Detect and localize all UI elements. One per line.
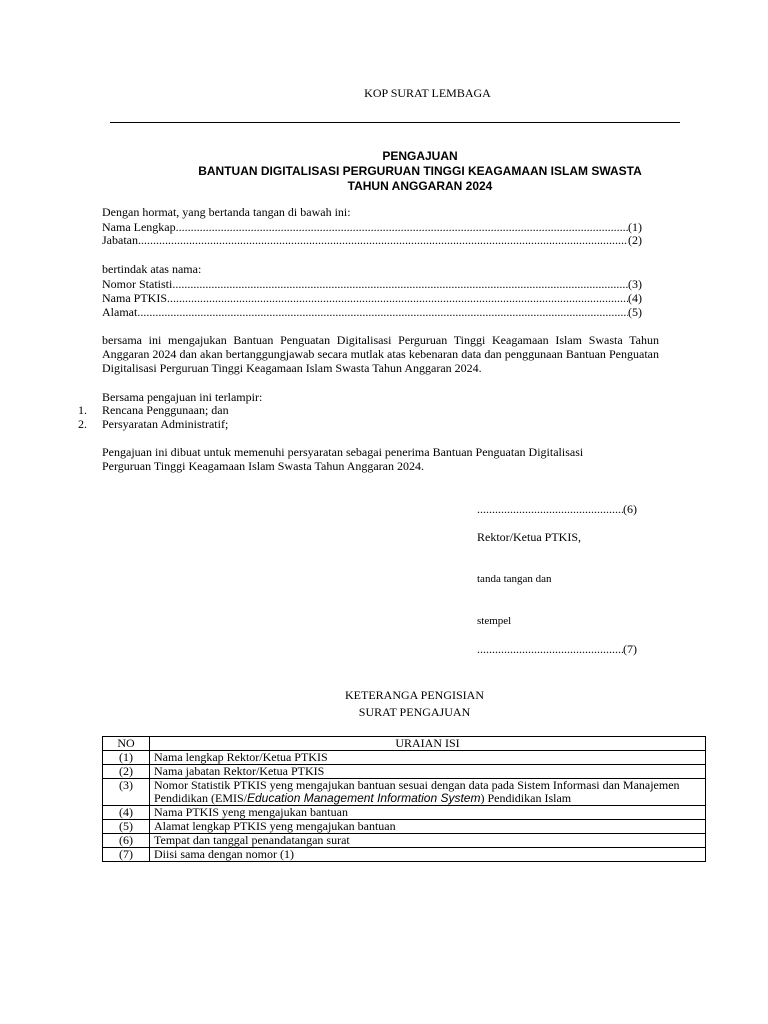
- title-line-3: TAHUN ANGGARAN 2024: [347, 179, 493, 193]
- field-number: (2): [628, 233, 642, 247]
- dot-leader: [477, 642, 623, 656]
- row-number: (6): [103, 834, 150, 848]
- signer-role: Rektor/Ketua PTKIS,: [477, 530, 581, 544]
- dot-leader: [176, 220, 628, 234]
- field-alamat[interactable]: [102, 305, 642, 319]
- column-header-description: URAIAN ISI: [150, 737, 706, 751]
- table-row: [103, 751, 706, 765]
- intro-text: Dengan hormat, yang bertanda tangan di bawah ini:: [102, 205, 351, 219]
- table-row: [103, 848, 706, 862]
- row-description: Nama lengkap Rektor/Ketua PTKIS: [150, 751, 706, 765]
- place-date-field[interactable]: [477, 502, 637, 516]
- row-text-part: ) Pendidikan Islam: [480, 791, 572, 805]
- acting-as-text: bertindak atas nama:: [102, 262, 202, 276]
- title-line-2: BANTUAN DIGITALISASI PERGURUAN TINGGI KEAGAMAAN ISLAM SWASTA: [198, 164, 642, 178]
- field-label: Nama PTKIS: [102, 291, 167, 305]
- body-paragraph: bersama ini mengajukan Bantuan Penguatan Digitalisasi Perguruan Tinggi Keagamaan Islam Swasta Tahun Anggaran 2024 dan akan bertanggungjawab secara mutlak atas kebenaran data dan penggunaan Bantuan Penguatan Digitalisasi Perguruan Tinggi Keagamaan Islam Swasta Tahun Anggaran 2024.: [102, 333, 659, 375]
- row-number: (1): [103, 751, 150, 765]
- attachment-item: Rencana Penggunaan; dan: [102, 403, 229, 417]
- row-number: (7): [103, 848, 150, 862]
- field-jabatan[interactable]: [102, 233, 642, 247]
- row-number: (4): [103, 806, 150, 820]
- attachment-number: 1.: [78, 403, 87, 417]
- notes-title-line-2: SURAT PENGAJUAN: [358, 705, 471, 719]
- field-nama-ptkis[interactable]: [102, 291, 642, 305]
- letterhead: KOP SURAT LEMBAGA: [364, 86, 491, 100]
- attachment-number: 2.: [78, 417, 87, 431]
- table-row: [103, 765, 706, 779]
- field-label: Nomor Statisti: [102, 277, 173, 291]
- stamp-note: stempel: [477, 615, 512, 627]
- dot-leader: [477, 502, 623, 516]
- row-text-italic: Education Management Information System: [247, 791, 481, 805]
- field-nama-lengkap[interactable]: [102, 220, 642, 234]
- field-nomor-statistik[interactable]: [102, 277, 642, 291]
- row-description: Tempat dan tanggal penandatangan surat: [150, 834, 706, 848]
- signer-name-field[interactable]: [477, 642, 637, 656]
- field-number: (4): [628, 291, 642, 305]
- dot-leader: [167, 291, 628, 305]
- field-label: Alamat: [102, 305, 138, 319]
- row-description: [150, 779, 706, 806]
- row-number: (5): [103, 820, 150, 834]
- dot-leader: [138, 233, 628, 247]
- field-number: (6): [623, 502, 637, 516]
- title-line-1: PENGAJUAN: [382, 149, 458, 163]
- row-number: (3): [103, 779, 150, 806]
- closing-paragraph: Pengajuan ini dibuat untuk memenuhi persyaratan sebagai penerima Bantuan Penguatan Digitalisasi Perguruan Tinggi Keagamaan Islam Swasta Tahun Anggaran 2024.: [102, 445, 584, 473]
- table-header-row: [103, 737, 706, 751]
- row-description: Diisi sama dengan nomor (1): [150, 848, 706, 862]
- row-number: (2): [103, 765, 150, 779]
- table-row: [103, 834, 706, 848]
- row-description: Nama jabatan Rektor/Ketua PTKIS: [150, 765, 706, 779]
- field-label: Nama Lengkap: [102, 220, 176, 234]
- attachment-item: Persyaratan Administratif;: [102, 417, 229, 431]
- field-number: (1): [628, 220, 642, 234]
- signature-note: tanda tangan dan: [477, 573, 552, 585]
- field-label: Jabatan: [102, 233, 138, 247]
- dot-leader: [172, 277, 628, 291]
- filling-notes-table: [102, 736, 706, 862]
- column-header-no: NO: [103, 737, 150, 751]
- table-row: [103, 779, 706, 806]
- row-description: Nama PTKIS yeng mengajukan bantuan: [150, 806, 706, 820]
- row-description: Alamat lengkap PTKIS yeng mengajukan bantuan: [150, 820, 706, 834]
- table-row: [103, 806, 706, 820]
- field-number: (3): [628, 277, 642, 291]
- field-number: (5): [628, 305, 642, 319]
- dot-leader: [137, 305, 628, 319]
- table-row: [103, 820, 706, 834]
- notes-title-line-1: KETERANGA PENGISIAN: [345, 688, 484, 702]
- field-number: (7): [623, 642, 637, 656]
- attachments-intro: Bersama pengajuan ini terlampir:: [102, 390, 263, 404]
- letterhead-divider: [110, 122, 680, 123]
- row-text-part: Nomor Statistik PTKIS yeng mengajukan bantuan sesuai dengan data pada Sistem Informasi dan Manajemen Pendidikan (EMIS/: [154, 778, 680, 805]
